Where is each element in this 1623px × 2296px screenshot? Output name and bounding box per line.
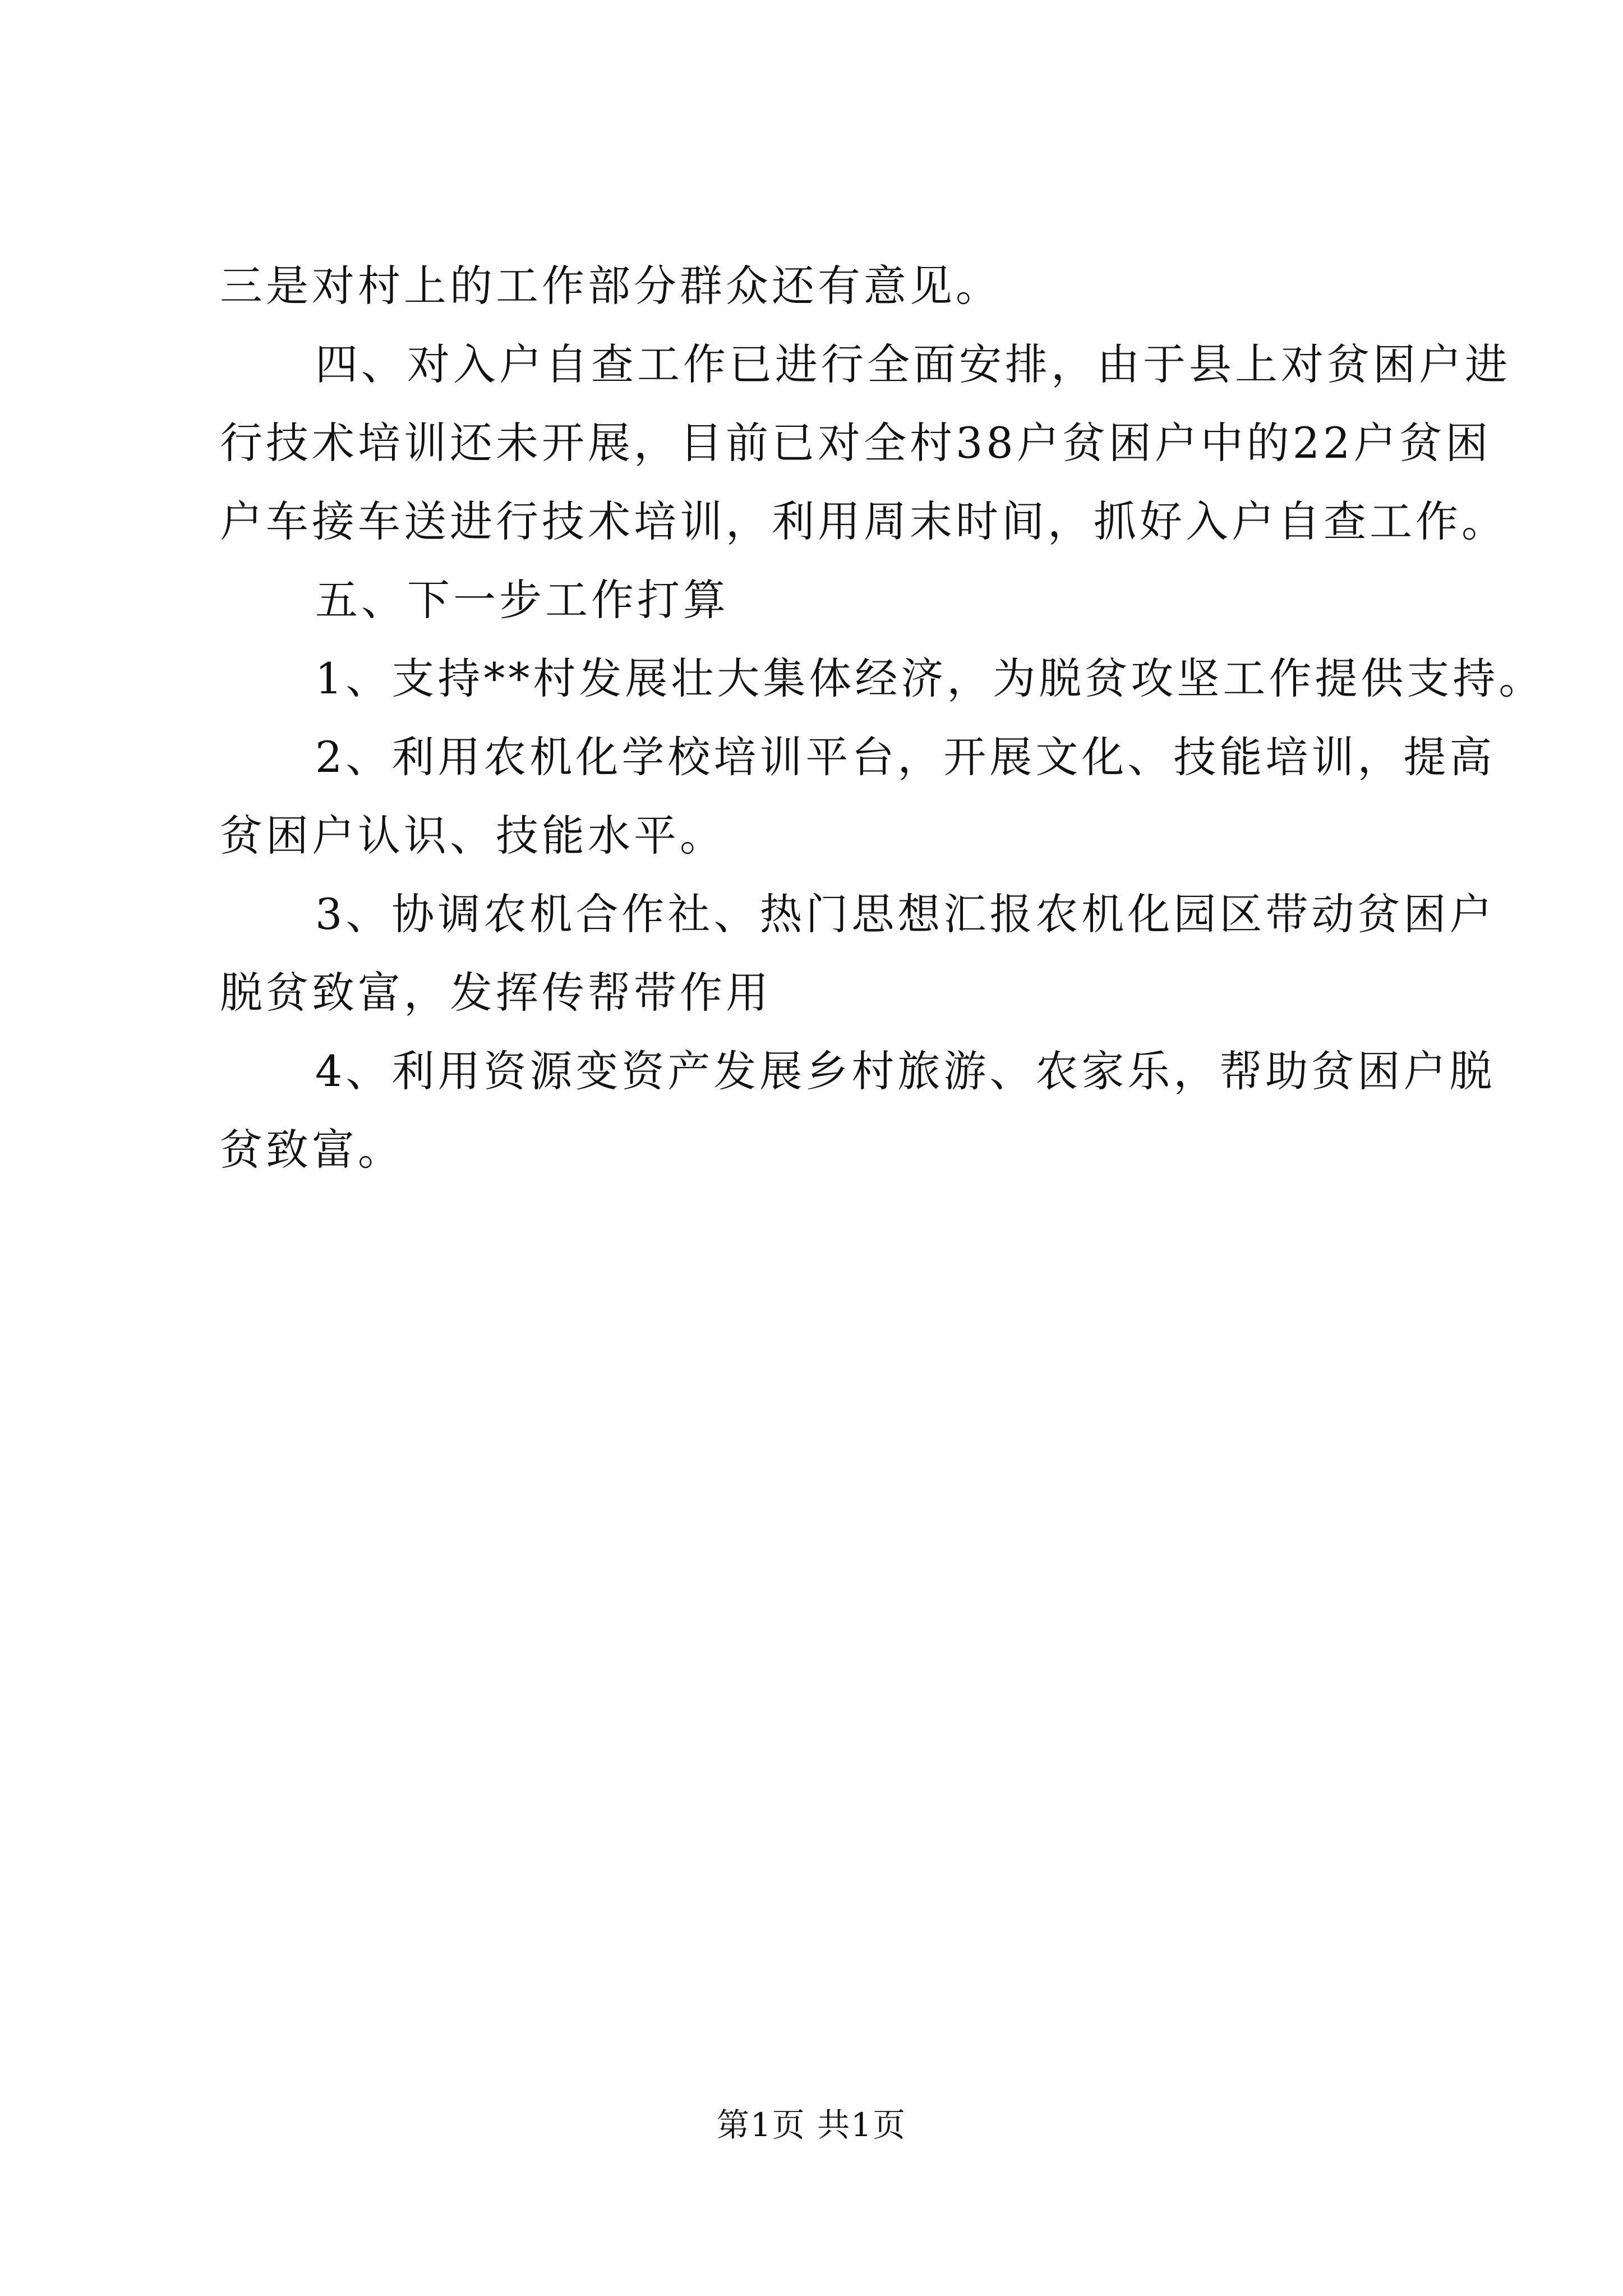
body-line: 户车接车送进行技术培训，利用周末时间，抓好入户自查工作。 <box>220 496 1507 546</box>
paragraph-section-four: 四、对入户自查工作已进行全面安排，由于县上对贫困户进 <box>315 339 1511 389</box>
body-line: 脱贫致富，发挥传帮带作用 <box>220 968 772 1018</box>
body-line: 贫困户认识、技能水平。 <box>220 811 726 861</box>
list-item-3: 3、协调农机合作社、热门思想汇报农机化园区带动贫困户 <box>315 889 1496 939</box>
list-item-2: 2、利用农机化学校培训平台，开展文化、技能培训，提高 <box>315 732 1496 782</box>
section-heading-next-steps: 五、下一步工作打算 <box>315 575 729 625</box>
document-body <box>220 247 1545 1189</box>
list-item-4: 4、利用资源变资产发展乡村旅游、农家乐，帮助贫困户脱 <box>315 1046 1496 1096</box>
body-line: 贫致富。 <box>220 1125 404 1175</box>
list-item-1: 1、支持**村发展壮大集体经济，为脱贫攻坚工作提供支持。 <box>315 654 1545 703</box>
body-line: 三是对村上的工作部分群众还有意见。 <box>220 261 1002 311</box>
body-line: 行技术培训还未开展，目前已对全村38户贫困户中的22户贫困 <box>220 418 1492 468</box>
page-number-footer: 第1页 共1页 <box>716 2106 907 2144</box>
